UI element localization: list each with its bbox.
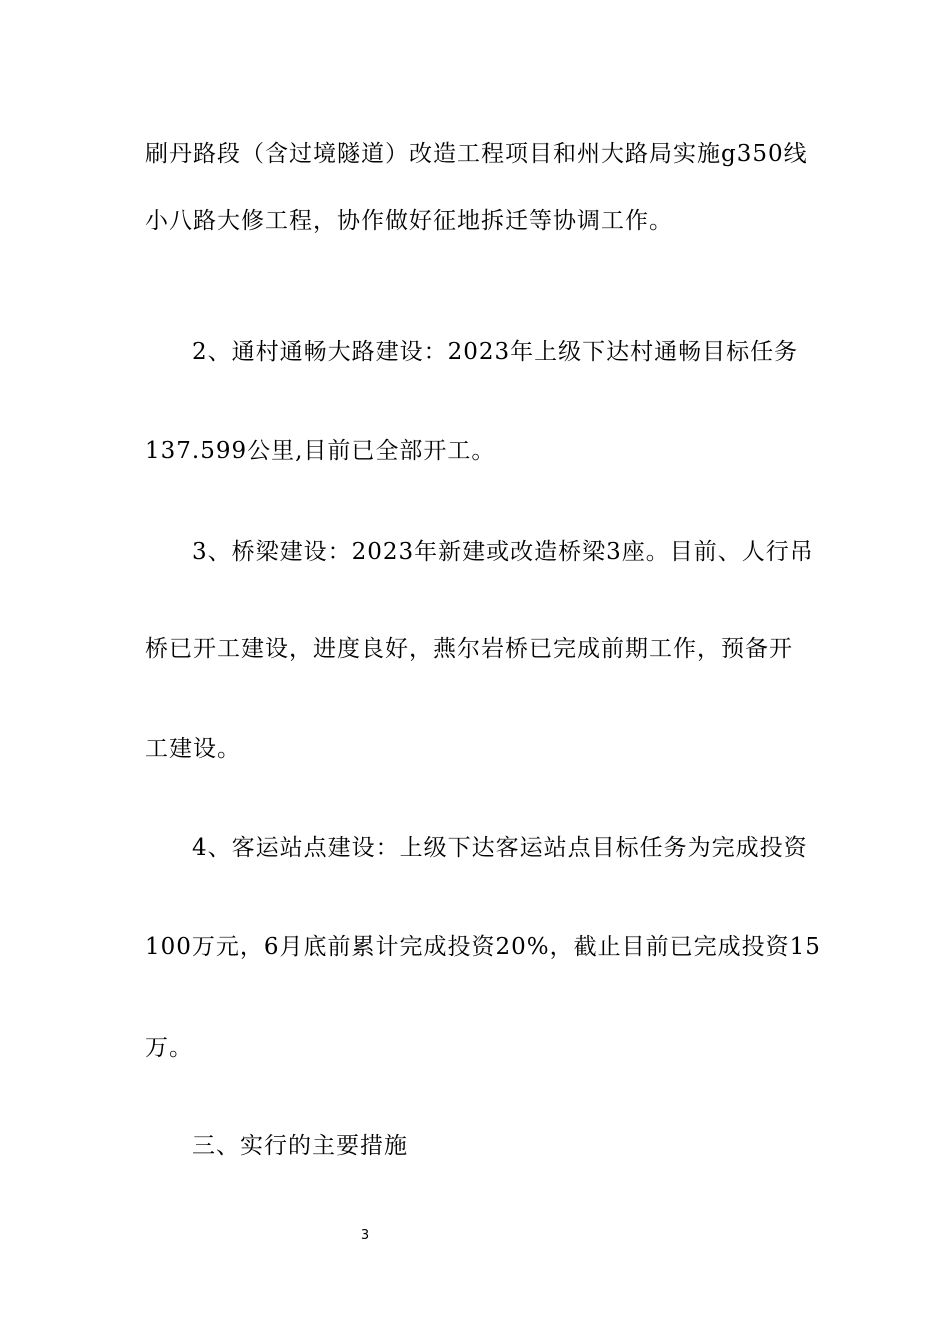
text-line: 100万元，6月底前累计完成投资20%，截止目前已完成投资15 <box>145 934 821 960</box>
text-line: 工建设。 <box>145 736 241 762</box>
page-number: 3 <box>360 1228 370 1243</box>
text-line: 万。 <box>145 1035 193 1061</box>
text-line: 小八路大修工程，协作做好征地拆迁等协调工作。 <box>145 208 673 234</box>
section-heading: 三、实行的主要措施 <box>192 1133 408 1159</box>
paragraph-3-heading-line: 3、桥梁建设：2023年新建或改造桥梁3座。目前、人行吊 <box>192 539 814 565</box>
text-line: 137.599公里,目前已全部开工。 <box>145 438 496 464</box>
paragraph-2-heading-line: 2、通村通畅大路建设：2023年上级下达村通畅目标任务 <box>192 339 799 365</box>
paragraph-4-heading-line: 4、客运站点建设：上级下达客运站点目标任务为完成投资 <box>192 835 808 861</box>
text-line: 桥已开工建设，进度良好，燕尔岩桥已完成前期工作，预备开 <box>145 636 793 662</box>
text-line: 刷丹路段（含过境隧道）改造工程项目和州大路局实施g350线 <box>145 141 808 167</box>
